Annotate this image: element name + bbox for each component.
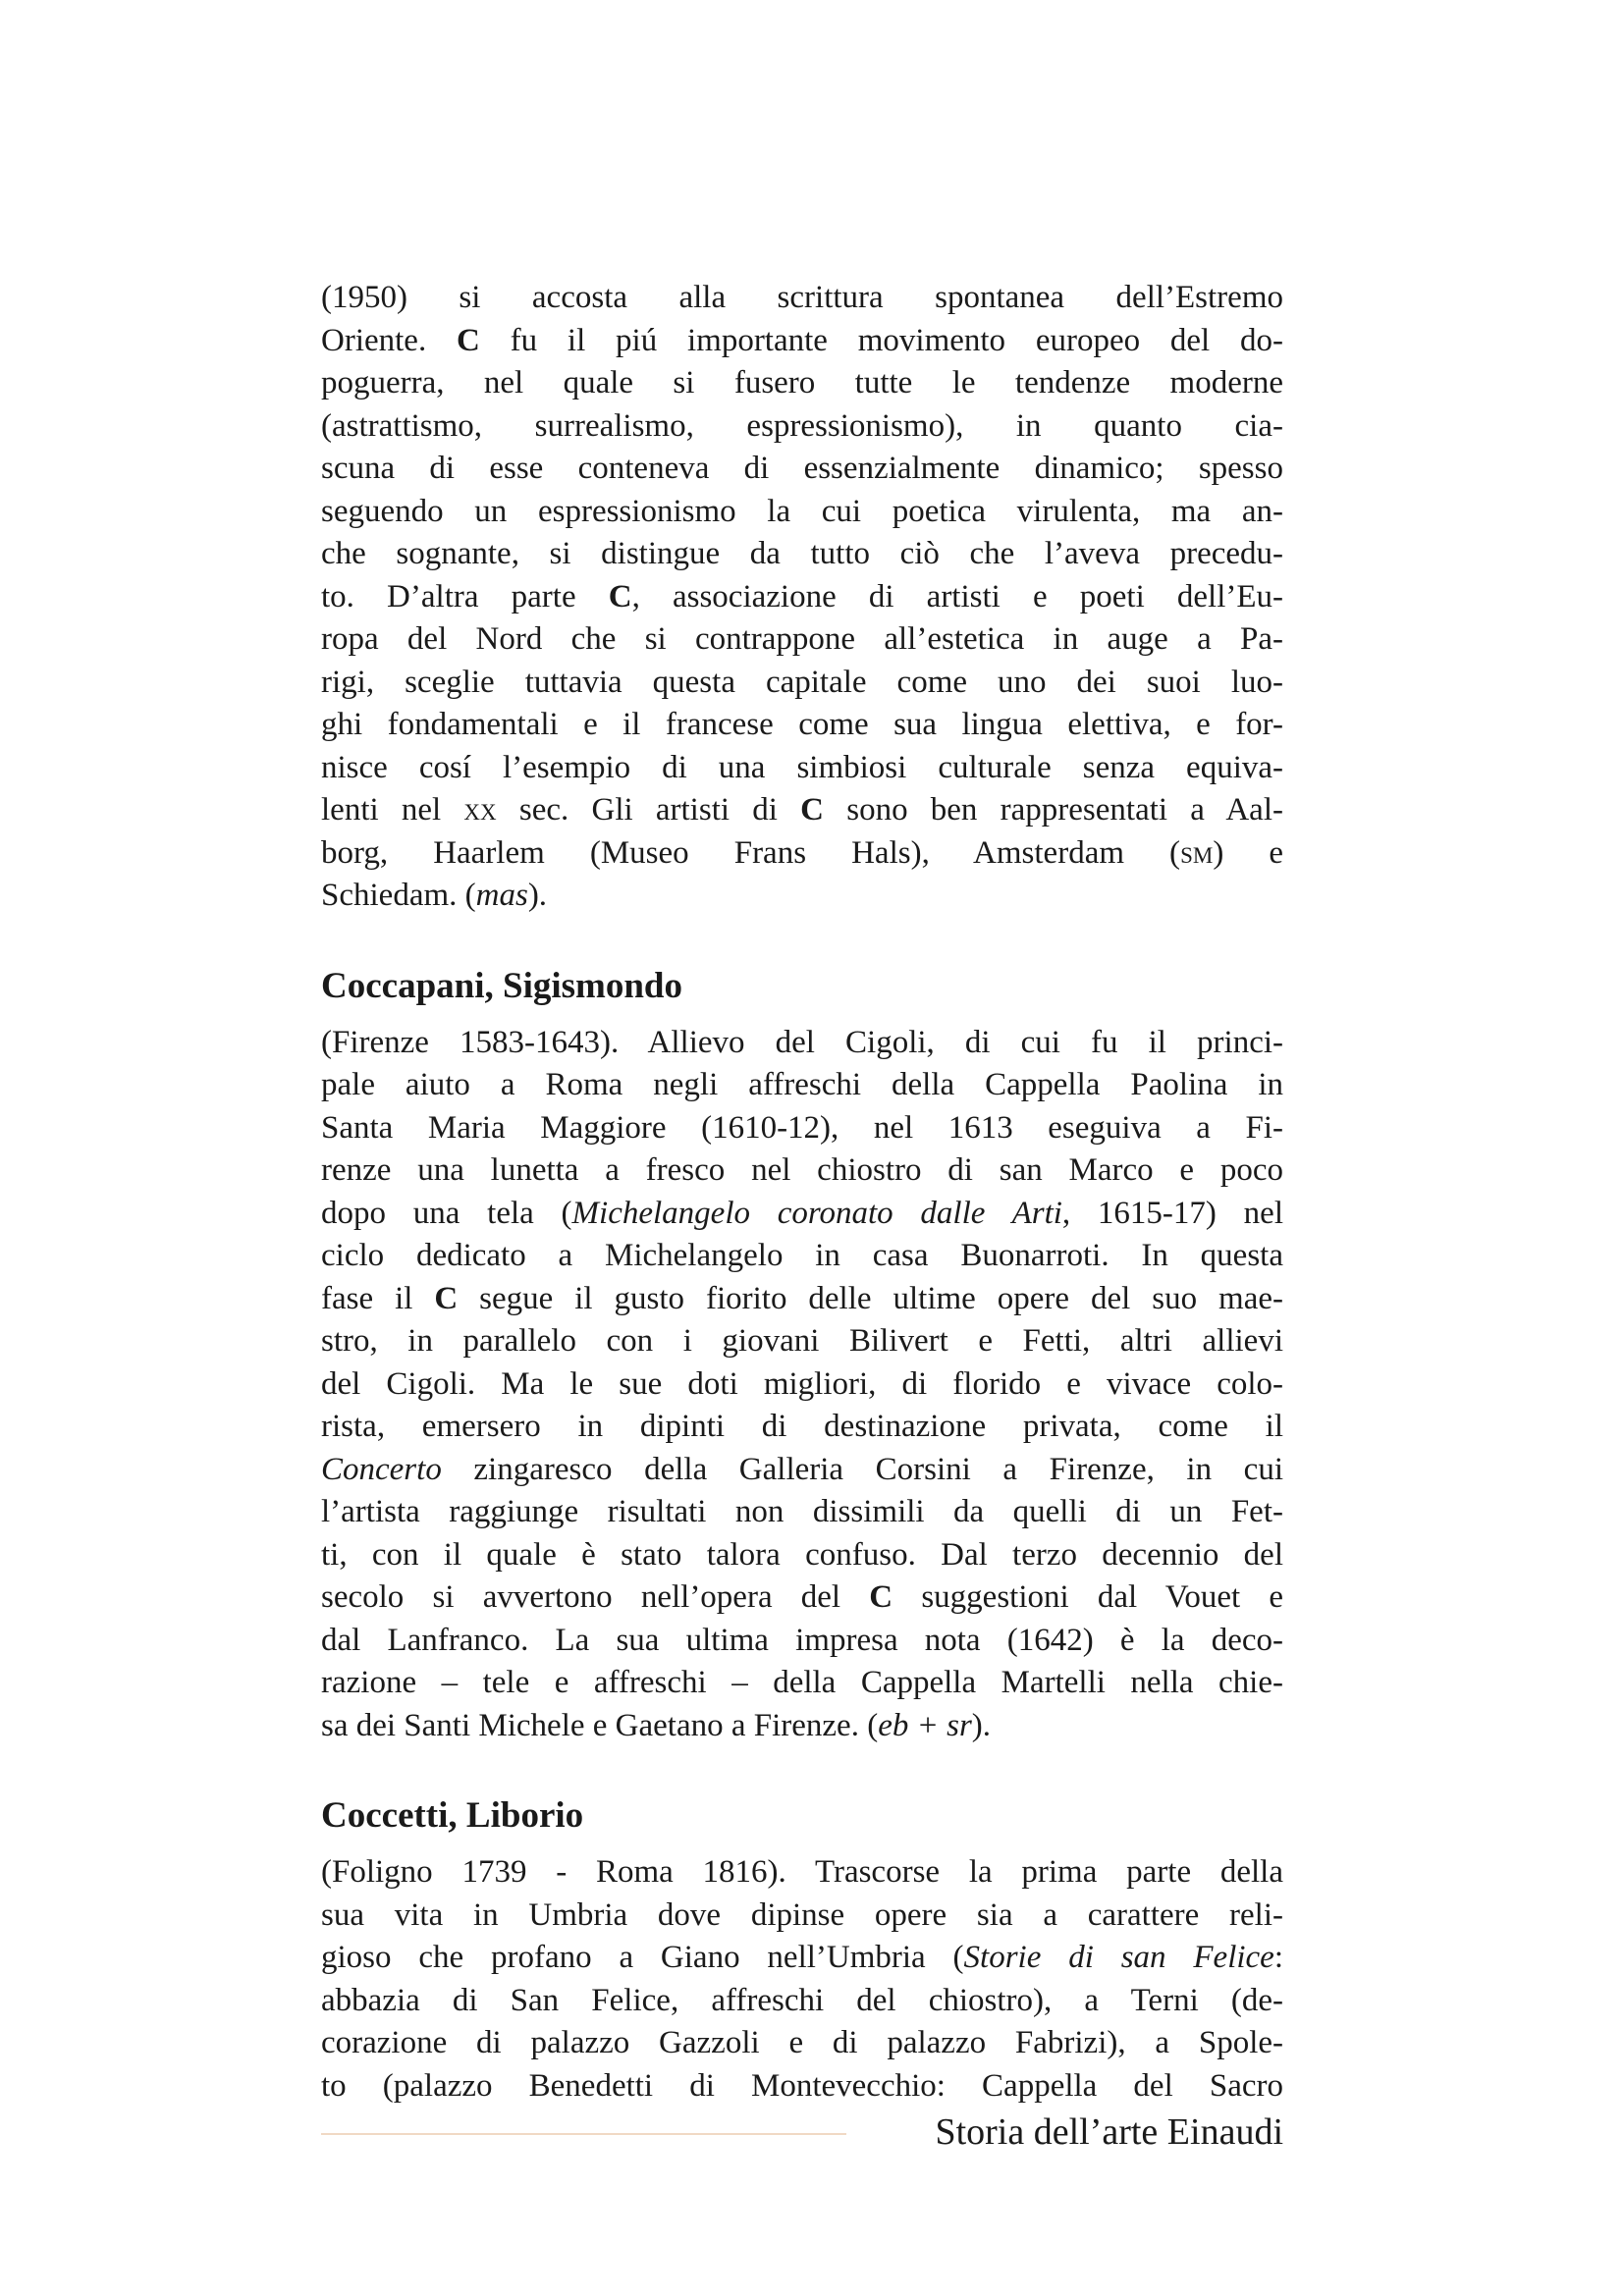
entry-siglum: C bbox=[608, 578, 632, 614]
text-line: scuna di esse conteneva di essenzialmente dinamico; spesso bbox=[321, 451, 1283, 486]
italic-text: Storie di san Felice bbox=[963, 1940, 1274, 1975]
text-line: to (palazzo Benedetti di Montevecchio: Cappella del Sacro bbox=[321, 2067, 1283, 2104]
text-line: sa dei Santi Michele e Gaetano a Firenze. (eb + sr). bbox=[321, 1707, 992, 1743]
page-footer bbox=[321, 2110, 1283, 2160]
small-caps-text: xx bbox=[463, 792, 497, 828]
italic-text: Michelangelo coronato dalle Arti bbox=[571, 1195, 1062, 1231]
italic-text: Concerto bbox=[321, 1451, 442, 1487]
text-line: dal Lanfranco. La sua ultima impresa nota (1642) è la deco- bbox=[321, 1622, 1283, 1658]
entry-siglum: C bbox=[800, 792, 824, 828]
entry-siglum: C bbox=[434, 1280, 459, 1316]
text-line: sua vita in Umbria dove dipinse opere sia a carattere reli- bbox=[321, 1896, 1283, 1933]
text-line: ti, con il quale è stato talora confuso. Dal terzo decennio del bbox=[321, 1536, 1283, 1573]
text-line: razione – tele e affreschi – della Cappella Martelli nella chie- bbox=[321, 1665, 1283, 1700]
text-line: abbazia di San Felice, affreschi del chiostro), a Terni (de- bbox=[321, 1982, 1283, 2018]
footer-rule bbox=[321, 2133, 846, 2135]
small-caps-text: sm bbox=[1180, 834, 1214, 871]
italic-text: mas bbox=[475, 878, 528, 913]
entry-title-coccapani: Coccapani, Sigismondo bbox=[321, 965, 683, 1006]
entry-siglum: C bbox=[869, 1579, 893, 1615]
text-line: borg, Haarlem (Museo Frans Hals), Amsterdam (sm) e bbox=[321, 834, 1283, 871]
text-line: del Cigoli. Ma le sue doti migliori, di florido e vivace colo- bbox=[321, 1365, 1283, 1402]
text-line: gioso che profano a Giano nell’Umbria (Storie di san Felice: bbox=[321, 1940, 1283, 1975]
text-line: stro, in parallelo con i giovani Bilivert e Fetti, altri allievi bbox=[321, 1323, 1283, 1359]
text-line: corazione di palazzo Gazzoli e di palazzo Fabrizi), a Spole- bbox=[321, 2025, 1283, 2060]
text-line: Schiedam. (mas). bbox=[321, 878, 548, 913]
page-body bbox=[321, 277, 1283, 2108]
text-line: rigi, sceglie tuttavia questa capitale come uno dei suoi luo- bbox=[321, 664, 1283, 700]
text-line: Concerto zingaresco della Galleria Corsini a Firenze, in cui bbox=[321, 1451, 1283, 1487]
text-line: fase il C segue il gusto fiorito delle ultime opere del suo mae- bbox=[321, 1280, 1283, 1316]
text-line: poguerra, nel quale si fusero tutte le tendenze moderne bbox=[321, 365, 1283, 400]
text-line: (1950) si accosta alla scrittura spontanea dell’Estremo bbox=[321, 280, 1283, 315]
text-line: (Foligno 1739 - Roma 1816). Trascorse la prima parte della bbox=[321, 1854, 1283, 1890]
text-line: pale aiuto a Roma negli affreschi della Cappella Paolina in bbox=[321, 1067, 1283, 1102]
text-line: Santa Maria Maggiore (1610-12), nel 1613 eseguiva a Fi- bbox=[321, 1109, 1283, 1146]
italic-text: eb + sr bbox=[878, 1707, 972, 1743]
text-line: ghi fondamentali e il francese come sua lingua elettiva, e for- bbox=[321, 707, 1283, 742]
entry-title-coccetti: Coccetti, Liborio bbox=[321, 1795, 584, 1836]
text-line: ropa del Nord che si contrappone all’estetica in auge a Pa- bbox=[321, 621, 1283, 657]
text-line: seguendo un espressionismo la cui poetica virulenta, ma an- bbox=[321, 493, 1283, 529]
text-line: (Firenze 1583-1643). Allievo del Cigoli, di cui fu il princi- bbox=[321, 1024, 1283, 1060]
text-line: ciclo dedicato a Michelangelo in casa Buonarroti. In questa bbox=[321, 1238, 1283, 1273]
footer-publisher-text: Storia dell’arte Einaudi bbox=[935, 2111, 1283, 2153]
text-line: secolo si avvertono nell’opera del C suggestioni dal Vouet e bbox=[321, 1579, 1283, 1615]
intro-paragraph bbox=[321, 277, 1283, 918]
text-line: l’artista raggiunge risultati non dissimili da quelli di un Fet- bbox=[321, 1494, 1283, 1529]
text-line: (astrattismo, surrealismo, espressionismo), in quanto cia- bbox=[321, 407, 1283, 444]
entry-body-coccetti bbox=[321, 1851, 1283, 2108]
text-line: Oriente. C fu il piú importante movimento europeo del do- bbox=[321, 322, 1283, 358]
text-line: renze una lunetta a fresco nel chiostro di san Marco e poco bbox=[321, 1152, 1283, 1188]
entry-body-coccapani bbox=[321, 1022, 1283, 1748]
text-line: rista, emersero in dipinti di destinazione privata, come il bbox=[321, 1409, 1283, 1444]
text-line: nisce cosí l’esempio di una simbiosi culturale senza equiva- bbox=[321, 749, 1283, 785]
text-line: dopo una tela (Michelangelo coronato dalle Arti, 1615-17) nel bbox=[321, 1195, 1283, 1231]
text-line: lenti nel xx sec. Gli artisti di C sono ben rappresentati a Aal- bbox=[321, 792, 1283, 828]
text-line: che sognante, si distingue da tutto ciò che l’aveva precedu- bbox=[321, 536, 1283, 571]
entry-siglum: C bbox=[457, 322, 480, 358]
text-line: to. D’altra parte C, associazione di artisti e poeti dell’Eu- bbox=[321, 578, 1283, 614]
